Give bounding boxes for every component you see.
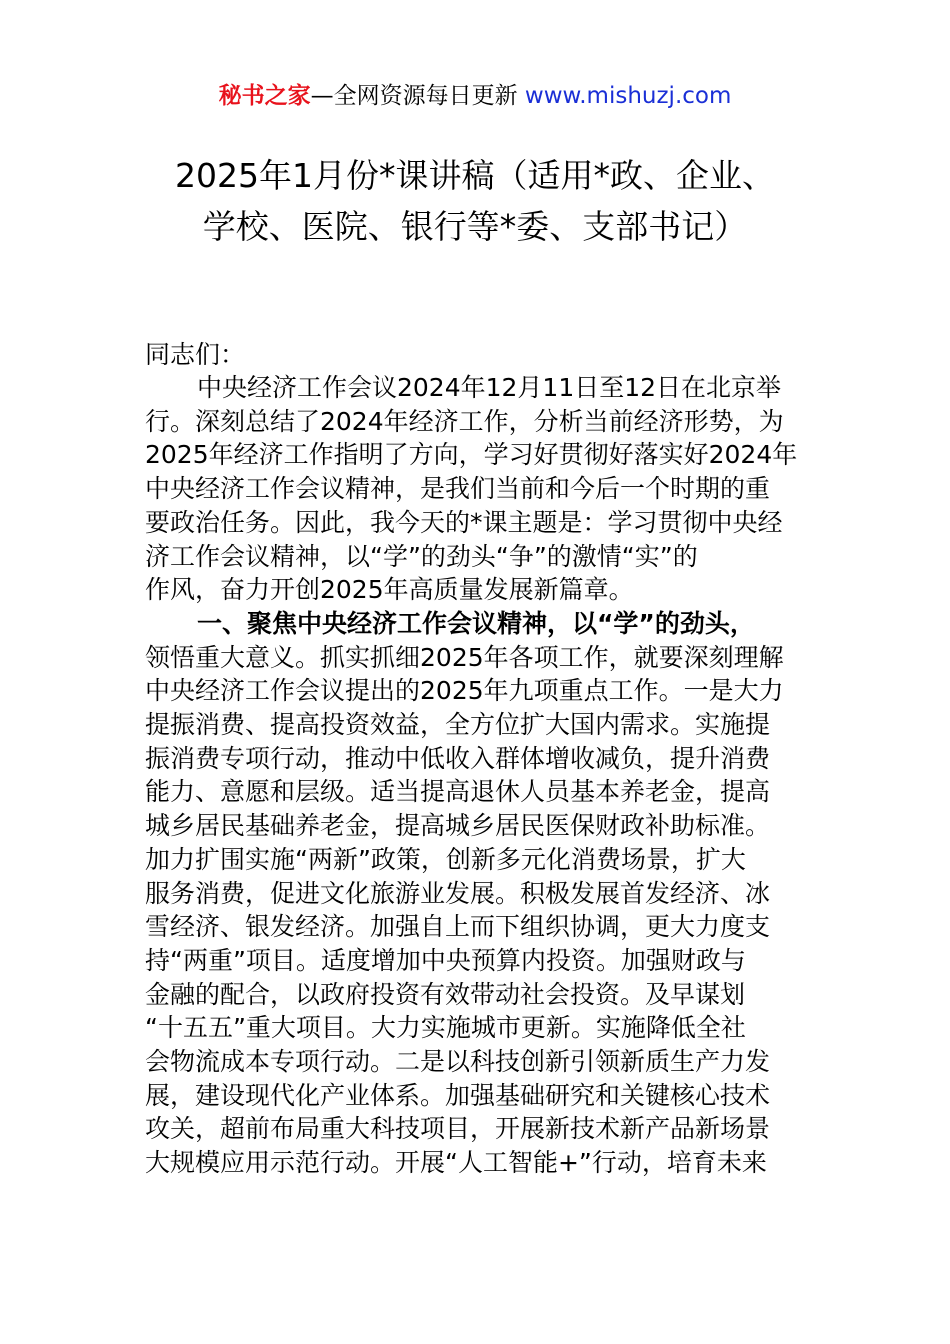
paragraph-line: 行。深刻总结了2024年经济工作，分析当前经济形势，为 — [145, 406, 784, 436]
paragraph-line: 要政治任务。因此，我今天的*课主题是：学习贯彻中央经 — [145, 507, 783, 537]
paragraph-line: 服务消费，促进文化旅游业发展。积极发展首发经济、冰 — [145, 878, 771, 908]
section-heading: 一、聚焦中央经济工作会议精神，以“学”的劲头， — [197, 608, 755, 638]
paragraph-line: 城乡居民基础养老金，提高城乡居民医保财政补助标准。 — [145, 811, 771, 841]
paragraph-line: 大规模应用示范行动。开展“人工智能+”行动，培育未来 — [145, 1148, 767, 1178]
paragraph-line: 中央经济工作会议精神，是我们当前和今后一个时期的重 — [145, 474, 771, 504]
site-brand: 秘书之家 — [218, 83, 311, 109]
paragraph-line: 济工作会议精神，以“学”的劲头“争”的激情“实”的 — [145, 541, 698, 571]
paragraph-intro — [145, 371, 815, 607]
site-tagline: —全网资源每日更新 — [310, 83, 525, 109]
document-title — [100, 150, 850, 252]
document-body — [145, 338, 815, 1180]
paragraph-line: 振消费专项行动，推动中低收入群体增收减负，提升消费 — [145, 743, 771, 773]
title-line-1: 2025年1月份*课讲稿（适用*政、企业、 — [175, 156, 775, 195]
paragraph-line: 领悟重大意义。抓实抓细2025年各项工作，就要深刻理解 — [145, 642, 784, 672]
paragraph-line: 金融的配合，以政府投资有效带动社会投资。及早谋划 — [145, 979, 746, 1009]
paragraph-line: 会物流成本专项行动。二是以科技创新引领新质生产力发 — [145, 1047, 771, 1077]
paragraph-line: 展，建设现代化产业体系。加强基础研究和关键核心技术 — [145, 1080, 771, 1110]
paragraph-line: 中央经济工作会议2024年12月11日至12日在北京举 — [197, 373, 782, 402]
paragraph-line: 2025年经济工作指明了方向，学习好贯彻好落实好2024年 — [145, 440, 798, 470]
paragraph-line: 中央经济工作会议提出的2025年九项重点工作。一是大力 — [145, 676, 784, 706]
paragraph-section-one — [145, 607, 815, 1180]
title-line-2: 学校、医院、银行等*委、支部书记） — [202, 207, 748, 246]
salutation: 同志们： — [145, 340, 246, 369]
paragraph-line: 作风，奋力开创2025年高质量发展新篇章。 — [145, 575, 634, 605]
site-url-link[interactable]: www.mishuzj.com — [524, 83, 732, 109]
paragraph-line: 提振消费、提高投资效益，全方位扩大国内需求。实施提 — [145, 710, 771, 740]
paragraph-line: 加力扩围实施“两新”政策，创新多元化消费场景，扩大 — [145, 844, 746, 874]
paragraph-line: 雪经济、银发经济。加强自上而下组织协调，更大力度支 — [145, 912, 771, 942]
paragraph-line: 攻关，超前布局重大科技项目，开展新技术新产品新场景 — [145, 1114, 771, 1144]
site-header — [0, 80, 950, 112]
paragraph-line: 持“两重”项目。适度增加中央预算内投资。加强财政与 — [145, 945, 746, 975]
paragraph-line: “十五五”重大项目。大力实施城市更新。实施降低全社 — [145, 1013, 746, 1043]
paragraph-line: 能力、意愿和层级。适当提高退休人员基本养老金，提高 — [145, 777, 771, 807]
